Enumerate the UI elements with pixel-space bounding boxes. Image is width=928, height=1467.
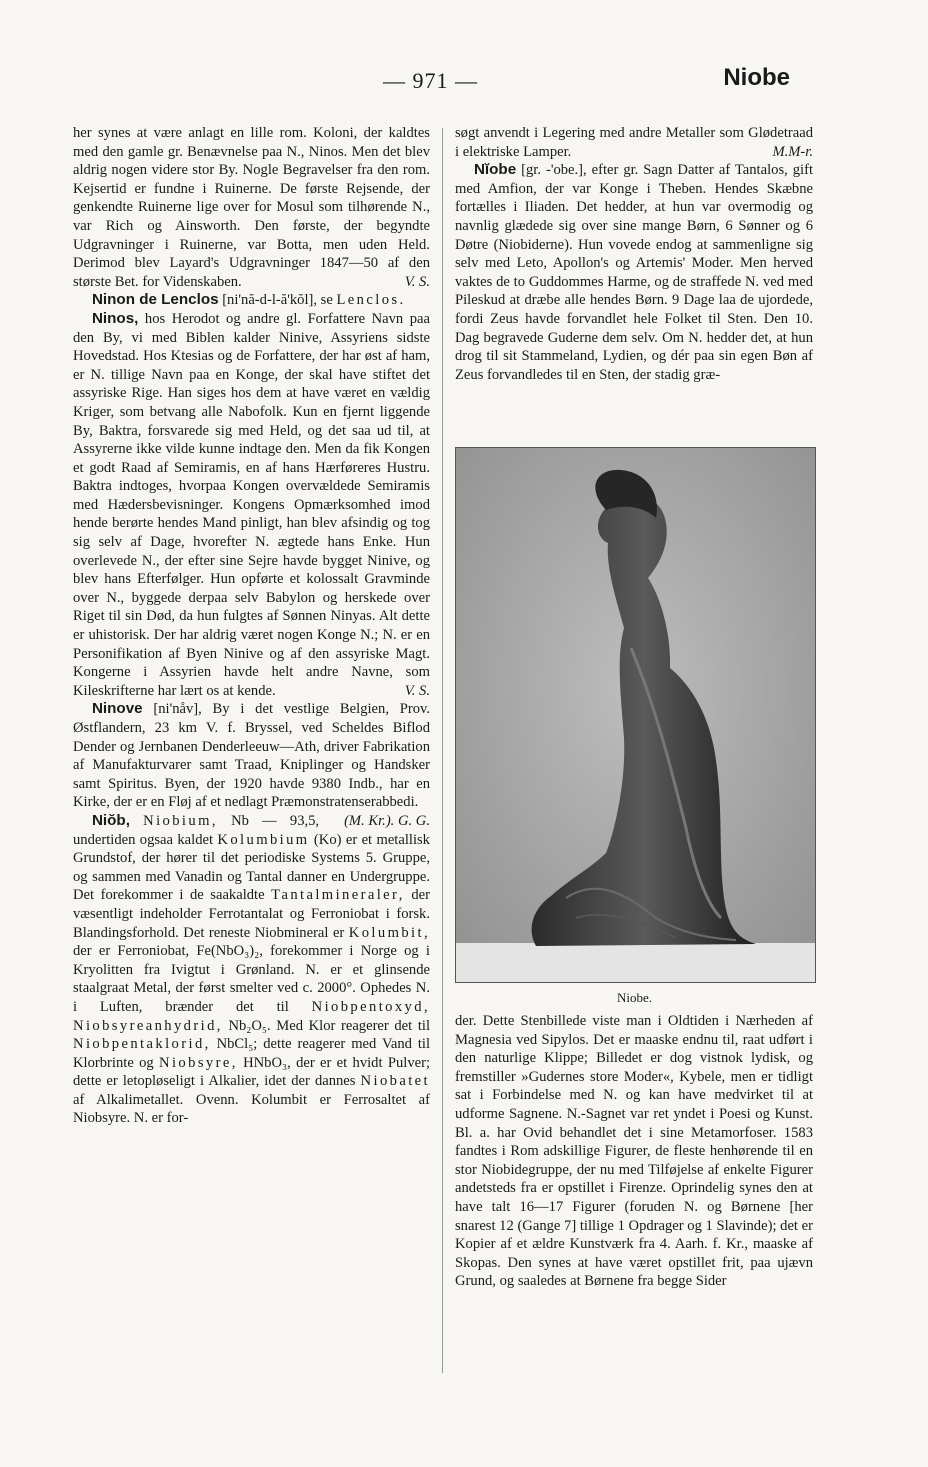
column-divider <box>442 128 443 1373</box>
entry-text: (Ko) er et metallisk Grundstof, der hører til det periodiske Systems 5. Gruppe, og sammen med Vanadin og Tantal danner en Undergruppe. Det forekommer i de saakaldte <box>73 831 430 904</box>
entry-niob <box>73 812 430 1128</box>
entry-text: af Alkalimetallet. Ovenn. Kolumbit er Ferrosaltet af Niobsyre. N. er for- <box>73 1091 430 1127</box>
entry-text: der er Ferroniobat, Fe(NbO₃)₂, forekommer i Norge og i Kryolitten fra Ivigtut i Grønland. N. er et glinsende staalgraat Metal, der først smelter ved c. 2000°. Ophedes N. i Luften, brænder det til <box>73 943 430 1015</box>
page-header <box>0 60 928 100</box>
entry-text: søgt anvendt i Legering med andre Metaller som Glødetraad i elektriske Lamper. <box>455 125 813 160</box>
entry-text: her synes at være anlagt en lille rom. Koloni, der kaldtes med den gamle gr. Benævnelse paa N., Ninos. Men det blev aldrig nogen videre stor By. Nogle Begravelser fra den rom. Kejsertid er fundne i Ruinerne. De første Rejsende, der genkendte Ruinerne lige over for Mosul som tilhørende N., var Rich og Ainsworth. Den første, der begyndte Udgravninger i Ruinerne, var Botta, men uden Held. Derimod blev Layard's Udgravninger 1847—50 af den største Bet. for Videnskaben. <box>73 125 430 290</box>
entry-headword: Ninos, <box>91 309 139 327</box>
entry-ninos <box>73 310 430 700</box>
entry-text: NbCl₅; dette reagerer med Vand til Klorbrinte og <box>73 1036 430 1071</box>
cross-reference: Lenclos. <box>336 292 406 309</box>
author-signature: (M. Kr.). G. G. <box>344 812 430 829</box>
entry-headword: Nĭobe <box>473 161 517 179</box>
entry-niobe-continuation <box>455 1012 813 1291</box>
entry-ninive-continuation <box>73 124 430 291</box>
niobe-statue-photo <box>455 447 816 983</box>
entry-text: [ni'nă-d-l-ă'kŏl], se <box>218 292 337 309</box>
spaced-term: Niobpentoxyd, Niobsyreanhydrid, <box>73 998 430 1034</box>
entry-ninon-de-lenclos <box>73 291 430 310</box>
spaced-term: Kolumbium <box>217 831 310 848</box>
entry-text: der. Dette Stenbillede viste man i Oldtiden i Nærheden af Magnesia ved Sipylos. Det er maaske endnu til, raat udført i den naturlige Klippe; Billedet er dog vistnok lydisk, og fremstiller »Gudernes store Moder«, Kybele, men er tidligt sat i Forbindelse med N. og kan have medvirket til at udforme Sagnene. N.-Sagnet var ret yndet i Poesi og Kunst. Bl. a. har Ovid behandlet det i sine Metamorfoser. 1583 fandtes i Rom adskillige Figurer, de fleste henhørende til en stor Niobidegruppe, der nu med Tilføjelse af enkelte Figurer andetsteds fra er opstillet i Firenze. Oprindelig synes den at have talt 16—17 Figurer (foruden N. og Børnene [her snarest 12 (Gange 7] tillige 1 Opdrager og 1 Slavinde); det er Kopier af et ældre Kunstværk fra 4. Aarh. f. Kr., maaske af Skopas. Den synes at have været opstillet frit, paa ujævn Grund, og saaledes at Børnene fra begge Sider <box>455 1013 813 1290</box>
entry-text: der væsentligt indeholder Ferrotantalat og Ferroniobat i forsk. Blandingsforhold. Det reneste Niobmineral er <box>73 887 430 941</box>
page-number: — 971 — <box>383 68 478 93</box>
spaced-term: Niobatet <box>360 1073 430 1090</box>
statue-illustration <box>456 448 815 982</box>
entry-text: Nb — 93,5, undertiden ogsaa kaldet <box>73 812 320 848</box>
right-column-bottom <box>455 1012 813 1291</box>
spaced-term: Kolumbit, <box>348 924 430 941</box>
entry-headword: Niŏb, <box>91 811 130 829</box>
spaced-term: Niobsyre, <box>159 1054 238 1071</box>
entry-text: [gr. -'obe.], efter gr. Sagn Datter af Tantalos, gift med Amfion, der var Konge i Theben. Hendes Skæbne fortælles i Iliaden. Det hedder, at hun var overmodig og navnlig glædede sig over sine mange Børn, 6 Sønner og 6 Døtre (Niobiderne). Hun vovede endog at sammenligne sig selv med Leto, Apollon's og Artemis' Moder. Men herved vaktes de to Guddommes Harme, og de straffede N. ved med Pileskud at dræbe alle hendes Børn. 9 Dage laa de ujordede, fordi Zeus havde forvandlet hele Folket til Sten. Den 10. Dag begravede Guderne dem selv. Om N. hedder det, at hun drog til sit Stammeland, Lydien, og dér paa sin egen Bøn af Zeus forvandledes til en Sten, der stadig græ- <box>455 162 813 383</box>
spaced-term: Tantalmineraler, <box>271 887 405 904</box>
entry-headword: Ninove <box>91 700 143 718</box>
entry-headword: Ninon de Lenclos <box>91 291 219 309</box>
author-signature: V. S. <box>404 682 430 699</box>
entry-text <box>130 813 143 829</box>
entry-text: Nb₂O₅. Med Klor reagerer det til <box>222 1017 430 1034</box>
entry-niobe <box>455 161 813 384</box>
figure-caption: Niobe. <box>616 990 653 1005</box>
spaced-term: Niobium, <box>143 812 218 829</box>
author-signature: V. S. <box>404 273 430 290</box>
right-column-top <box>455 124 813 384</box>
entry-text: [ni'nåv], By i det vestlige Belgien, Prov. Østflandern, 23 km V. f. Bryssel, ved Scheldes Biflod Dender og Jernbanen Denderleeuw—Ath, driver Fabrikation af Manufakturvarer samt Traad, Kniplinger og Handsker samt Spiritus. Byen, der 1920 havde 9380 Indb., har en Kirke, der er en Fløj af et nedlagt Præmonstratenserabbedi. <box>73 701 430 811</box>
left-column <box>73 124 430 1128</box>
author-signature: M.M-r. <box>772 143 813 160</box>
entry-text: hos Herodot og andre gl. Forfattere Navn paa den By, vi med Biblen kalder Ninive, Assyriens sidste Hovedstad. Hos Ktesias og de Forfattere, der har øst af ham, er N. tillige Navn paa en Konge, der skal have stiftet det assyriske Rige. Han siges hos dem at have været en vældig Kriger, som betvang alle Nabofolk. Kun en fjernt liggende By, Baktra, forsvarede sig med Held, og det saa ud til, at Assyrerne ikke vilde kunne indtage den. Men da fik Kongen et godt Raad af Semiramis, en af hans Hærføreres Hustru. Baktra indtoges, hvorpaa Kongen overvældede Semiramis med Hædersbevisninger. Kongens Opmærksomhed imod hende berørte hendes Mand pinligt, han blev afsindig og tog sig selv af Dage, hvorefter N. ægtede hans Enke. Hun overlevede N., der efter sine Sejre havde bygget Ninive, og blev hans Efterfølger. Hun opførte et kolossalt Gravminde over N., byggede derpaa selv Babylon og herskede over Riget til sin Død, da hun fulgtes af Sønnen Ninyas. Alt dette er uhistorisk. Der har aldrig været nogen Konge N.; N. er en Personifikation af Byen Ninive og af den assyriske Magt. Kongerne i Assyrien havde helt andre Navne, som Kileskrifterne har lært os at kende. <box>73 310 430 699</box>
entry-niob-continuation <box>455 124 813 161</box>
entry-text: HNbO₃, der er et hvidt Pulver; dette er letopløseligt i Alkalier, idet der dannes <box>73 1054 431 1090</box>
spaced-term: Niobpentaklorid, <box>73 1036 211 1053</box>
running-headword: Niobe <box>723 64 790 91</box>
